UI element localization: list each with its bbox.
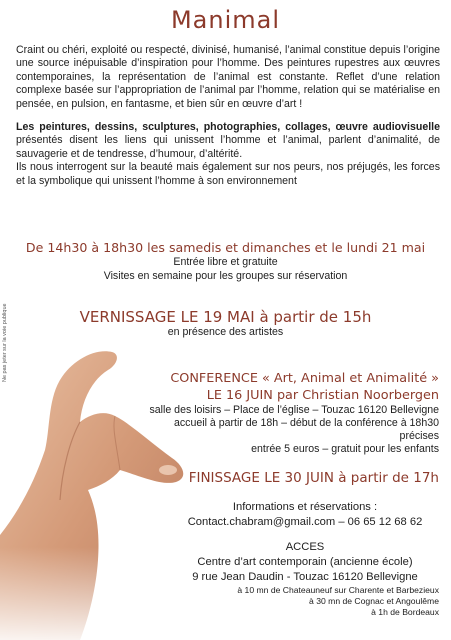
intro-paragraph-2-rest: présentés disent les liens qui unissent l’homme et l’animal, parlent d’animalité, de sauvagerie et de tendresse, d’humour, d’altérité. [16, 134, 440, 160]
intro-text [16, 44, 440, 198]
conference-venue: salle des loisirs – Place de l’église – Touzac 16120 Bellevigne [149, 404, 439, 416]
vertical-note: Ne pas jeter sur la voie publique [2, 303, 8, 382]
conference-section [139, 370, 439, 456]
opening-hours [0, 240, 451, 283]
distances [179, 585, 439, 618]
free-entry: Entrée libre et gratuite [173, 256, 278, 268]
distance-2: à 30 mn de Cognac et Angoulême [309, 596, 439, 606]
venue-address: 9 rue Jean Daudin - Touzac 16120 Bellevigne [192, 571, 418, 583]
info-heading: Informations et réservations : [232, 501, 378, 513]
intro-paragraph-2 [16, 121, 440, 188]
intro-paragraph-3: Ils nous interrogent sur la beauté mais également sur nos peurs, nos préjugés, les forces et la symbolique qui unissent l’homme à son environnement [16, 161, 440, 187]
conference-title: CONFERENCE « Art, Animal et Animalité » [170, 371, 439, 386]
finissage-heading: FINISSAGE LE 30 JUIN à partir de 17h [188, 470, 439, 486]
intro-paragraph-1: Craint ou chéri, exploité ou respecté, divinisé, humanisé, l’animal constitue depuis l’origine une source inépuisable d’inspiration pour l’homme. Des peintures rupestres aux œuvres contemporaines, la représentation de l’animal est constante. Reflet d’une relation complexe basée sur l’appropriation de l’animal par l’homme, relation qui se matérialise en pensée, en pulsion, en fantasme, et bien sûr en œuvre d’art ! [16, 44, 440, 110]
conference-time: accueil à partir de 18h – début de la conférence à 18h30 précises [173, 417, 439, 442]
group-visits: Visites en semaine pour les groupes sur réservation [103, 270, 348, 282]
distance-3: à 1h de Bordeaux [371, 607, 439, 617]
access-heading: ACCES [285, 541, 325, 553]
vernissage-heading: VERNISSAGE LE 19 MAI à partir de 15h [79, 308, 372, 326]
contact-line[interactable]: Contact.chabram@gmail.com – 06 65 12 68 62 [187, 516, 423, 528]
info-section [170, 500, 440, 585]
venue-name: Centre d’art contemporain (ancienne école) [197, 556, 413, 568]
page-title: Manimal [170, 6, 281, 34]
conference-price: entrée 5 euros – gratuit pour les enfants [251, 443, 439, 455]
vernissage-section [0, 308, 451, 338]
vernissage-sub: en présence des artistes [167, 326, 284, 338]
distance-1: à 10 mn de Chateauneuf sur Charente et Barbezieux [237, 585, 439, 595]
media-list: Les peintures, dessins, sculptures, photographies, collages, œuvre audiovisuelle [16, 121, 440, 134]
conference-date: LE 16 JUIN par Christian Noorbergen [206, 388, 439, 403]
hours-heading: De 14h30 à 18h30 les samedis et dimanches et le lundi 21 mai [25, 240, 426, 255]
